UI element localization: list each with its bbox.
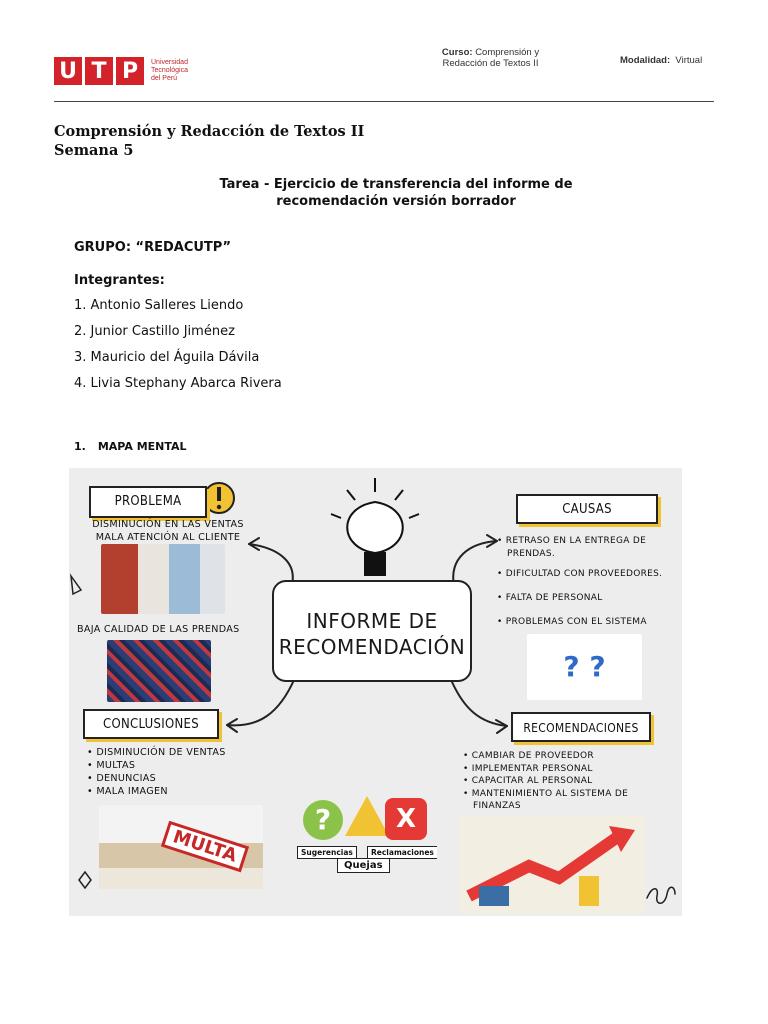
- logo-letter-u: U: [54, 57, 82, 85]
- reclamaciones-sign: Reclamaciones: [367, 846, 437, 859]
- header-divider: [54, 101, 714, 102]
- conclusion-item: • MALA IMAGEN: [87, 785, 267, 798]
- course-info: Curso: Comprensión y Redacción de Textos II: [441, 47, 540, 69]
- mind-map: [69, 468, 682, 916]
- members-heading: Integrantes:: [74, 273, 165, 288]
- sugerencias-sign: Sugerencias: [297, 846, 357, 859]
- cross-sign-icon: X: [385, 798, 427, 840]
- member-item: 3. Mauricio del Águila Dávila: [74, 350, 260, 365]
- feedback-signs-illustration: [297, 796, 437, 896]
- member-item: 1. Antonio Salleres Liendo: [74, 298, 244, 313]
- logo-university-name: Universidad Tecnológica del Perú: [151, 59, 188, 82]
- question-marks-illustration: ? ?: [527, 634, 642, 700]
- exclamation-sign-icon: [345, 796, 389, 836]
- recomendacion-item: • CAPACITAR AL PERSONAL: [463, 775, 653, 788]
- lightbulb-icon: [331, 478, 419, 575]
- question-sign-icon: ?: [303, 800, 343, 840]
- causas-tag: CAUSAS: [516, 494, 658, 524]
- modality-info: Modalidad: Virtual: [620, 55, 703, 66]
- conclusion-item: • DISMINUCIÓN DE VENTAS: [87, 746, 267, 759]
- multa-stamp: MULTA: [161, 821, 249, 873]
- problema-lines: DISMINUCIÓN EN LAS VENTAS MALA ATENCIÓN AL CLIENTE: [92, 519, 244, 543]
- growth-arrow-icon: [459, 816, 645, 914]
- problema-tag: PROBLEMA: [89, 486, 207, 518]
- group-name: GRUPO: “REDACUTP”: [74, 240, 232, 255]
- problema-line3: BAJA CALIDAD DE LAS PRENDAS: [77, 624, 240, 635]
- causa-item: • PROBLEMAS CON EL SISTEMA: [497, 616, 677, 629]
- quejas-sign: Quejas: [337, 858, 390, 873]
- conclusiones-list: [87, 746, 267, 798]
- section-heading: 1. MAPA MENTAL: [74, 440, 187, 453]
- task-heading: Tarea - Ejercicio de transferencia del informe de recomendación versión borrador: [219, 177, 573, 209]
- customer-service-photo: [101, 544, 225, 614]
- recomendacion-item: • IMPLEMENTAR PERSONAL: [463, 763, 653, 776]
- causa-item: • FALTA DE PERSONAL: [497, 592, 677, 605]
- recomendaciones-list: [463, 750, 653, 813]
- arrow-recomendaciones: [452, 682, 507, 726]
- warning-icon: [204, 483, 234, 513]
- fabric-photo: [107, 640, 211, 702]
- fine-photo: [99, 805, 263, 889]
- causas-list: [497, 535, 677, 629]
- causa-item: • RETRASO EN LA ENTREGA DE PRENDAS.: [497, 535, 677, 561]
- logo-letter-p: P: [116, 57, 144, 85]
- member-item: 2. Junior Castillo Jiménez: [74, 324, 235, 339]
- conclusion-item: • MULTAS: [87, 759, 267, 772]
- logo-letter-t: T: [85, 57, 113, 85]
- center-topic: INFORME DE RECOMENDACIÓN: [272, 580, 472, 682]
- causa-item: • DIFICULTAD CON PROVEEDORES.: [497, 568, 677, 581]
- recomendaciones-tag: RECOMENDACIONES: [511, 712, 651, 742]
- utp-logo: [54, 57, 188, 85]
- growth-illustration: [459, 816, 645, 914]
- recomendacion-item: • CAMBIAR DE PROVEEDOR: [463, 750, 653, 763]
- conclusion-item: • DENUNCIAS: [87, 772, 267, 785]
- document-title: Comprensión y Redacción de Textos II Semana 5: [54, 123, 365, 159]
- member-item: 4. Livia Stephany Abarca Rivera: [74, 376, 282, 391]
- conclusiones-tag: CONCLUSIONES: [83, 709, 219, 739]
- recomendacion-item: • MANTENIMIENTO AL SISTEMA DE FINANZAS: [463, 788, 653, 813]
